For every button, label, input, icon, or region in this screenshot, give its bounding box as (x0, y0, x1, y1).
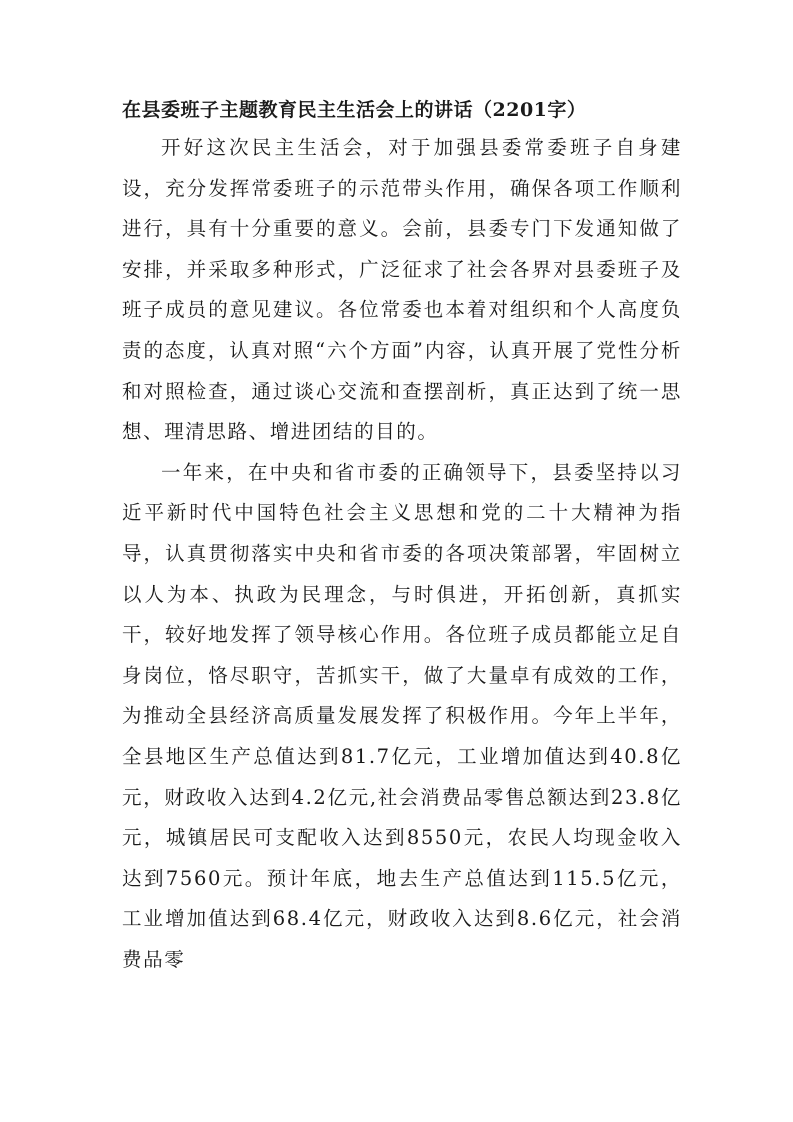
paragraph-opening: 开好这次民主生活会，对于加强县委常委班子自身建设，充分发挥常委班子的示范带头作用，确保各项工作顺利进行，具有十分重要的意义。会前，县委专门下发通知做了安排，并采取多种形式，广泛征求了社会各界对县委班子及班子成员的意见建议。各位常委也本着对组织和个人高度负责的态度，认真对照“六个方面”内容，认真开展了党性分析和对照检查，通过谈心交流和查摆剖析，真正达到了统一思想、理清思路、增进团结的目的。 (122, 136, 682, 444)
document-title: 在县委班子主题教育民主生活会上的讲话（2201字） (122, 99, 587, 121)
document-body (122, 92, 682, 980)
paragraph-review: 一年来，在中央和省市委的正确领导下，县委坚持以习近平新时代中国特色社会主义思想和党的二十大精神为指导，认真贯彻落实中央和省市委的各项决策部署，牢固树立以人为本、执政为民理念，与时俱进，开拓创新，真抓实干，较好地发挥了领导核心作用。各位班子成员都能立足自身岗位，恪尽职守，苦抓实干，做了大量卓有成效的工作，为推动全县经济高质量发展发挥了积极作用。今年上半年，全县地区生产总值达到81.7亿元，工业增加值达到40.8亿元，财政收入达到4.2亿元,社会消费品零售总额达到23.8亿元，城镇居民可支配收入达到8550元，农民人均现金收入达到7560元。预计年底，地去生产总值达到115.5亿元，工业增加值达到68.4亿元，财政收入达到8.6亿元，社会消费品零 (122, 460, 682, 971)
